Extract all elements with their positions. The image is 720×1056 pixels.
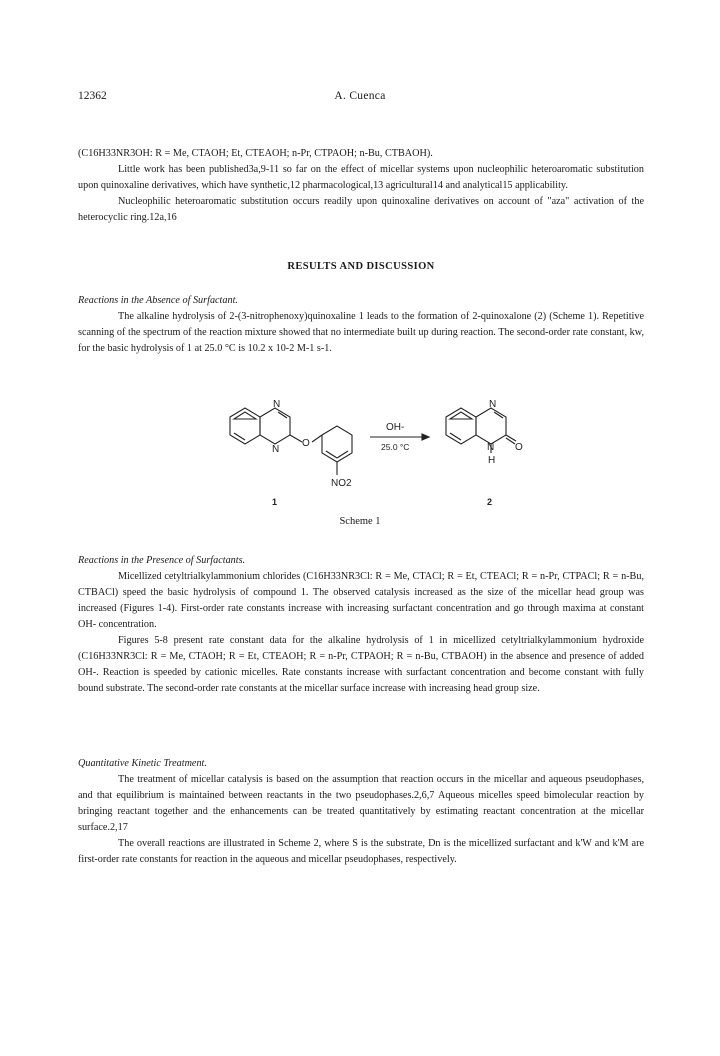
subsection-absence	[78, 293, 644, 357]
subsection-title-kinetic: Quantitative Kinetic Treatment.	[78, 758, 207, 769]
page-number: 12362	[78, 90, 107, 102]
atom-O-bridge: O	[302, 438, 310, 449]
intro-paragraph-2: Nucleophilic heteroaromatic substitution occurs readily upon quinoxaline derivatives on account of "aza" activation of the heterocyclic ring.12a,16	[78, 196, 644, 223]
scheme-1-reaction-drawing	[200, 395, 540, 535]
reagent-label: OH-	[386, 422, 405, 433]
atom-N-top-2: N	[489, 399, 497, 410]
paragraph-absence: The alkaline hydrolysis of 2-(3-nitrophenoxy)quinoxaline 1 leads to the formation of 2-quinoxalone (2) (Scheme 1). Repetitive scanning of the spectrum of the reaction mixture showed that no intermediate built up during reaction. The second-order rate constant, kw, for the basic hydrolysis of 1 at 25.0 °C is 10.2 x 10-2 M-1 s-1.	[78, 311, 644, 354]
subsection-title-presence: Reactions in the Presence of Surfactants.	[78, 555, 246, 566]
paragraph-presence-1: Micellized cetyltrialkylammonium chlorides (C16H33NR3Cl: R = Me, CTACl; R = Et, CTEACl; R = n-Pr, CTPACl; R = n-Bu, CTBACl) speed the basic hydrolysis of compound 1. The observed catalysis increased as the size of the micellar head group was increased (Figures 1-4). First-order rate constants increase with increasing surfactant concentration and go through maxima at constant OH- concentration.	[78, 571, 644, 630]
intro-paragraph-1: Little work has been published3a,9-11 so far on the effect of micellar systems upon nucleophilic heteroaromatic substitution upon quinoxaline derivatives, which have synthetic,12 pharmacological,13 agricultural14 and analytical15 applicability.	[78, 164, 644, 191]
scheme-1-caption: Scheme 1	[339, 516, 381, 527]
atom-N-top-1: N	[273, 399, 281, 410]
paragraph-kinetic-1: The treatment of micellar catalysis is based on the assumption that reaction occurs in the micellar and aqueous pseudophases, and that equilibrium is maintained between reactants in the two pseudophases.2,6,7 Aqueous micelles speed bimolecular reaction by bringing reactant together and the enhancements can be treated quantitatively by estimating reactant concentration at the micellar surface.2,17	[78, 774, 644, 833]
formula-line: (C16H33NR3OH: R = Me, CTAOH; Et, CTEAOH; n-Pr, CTPAOH; n-Bu, CTBAOH).	[78, 148, 433, 159]
atom-N-bottom-2: N	[487, 442, 495, 453]
intro-block	[78, 146, 644, 226]
condition-label: 25.0 °C	[381, 442, 410, 452]
paragraph-kinetic-2: The overall reactions are illustrated in Scheme 2, where S is the substrate, Dn is the micellized surfactant and k'W and k'M are first-order rate constants for reaction in the aqueous and micellar pseudophases, respectively.	[78, 838, 644, 865]
section-heading: RESULTS AND DISCUSSION	[287, 261, 435, 272]
atom-O-carbonyl: O	[515, 442, 523, 453]
subsection-kinetic	[78, 756, 644, 868]
atom-N-bottom-1: N	[272, 444, 280, 455]
subsection-presence	[78, 553, 644, 697]
compound-2-label: 2	[487, 497, 493, 507]
subsection-title-absence: Reactions in the Absence of Surfactant.	[78, 295, 238, 306]
running-head-author: A. Cuenca	[334, 90, 386, 102]
compound-1-label: 1	[272, 497, 278, 507]
paragraph-presence-2: Figures 5-8 present rate constant data for the alkaline hydrolysis of 1 in micellized cetyltrialkylammonium hydroxide (C16H33NR3Cl: R = Me, CTAOH; R = Et, CTEAOH; R = n-Pr, CTPAOH; R = n-Bu, CTBAOH) in the absence and presence of added OH-. Reaction is speeded by cationic micelles. Rate constants increase with surfactant concentration and become constant with fully bound substrate. The second-order rate constants at the micellar surface increase with increasing head group size.	[78, 635, 644, 694]
nitro-group-label: NO2	[331, 478, 352, 489]
atom-H-2: H	[488, 455, 496, 466]
